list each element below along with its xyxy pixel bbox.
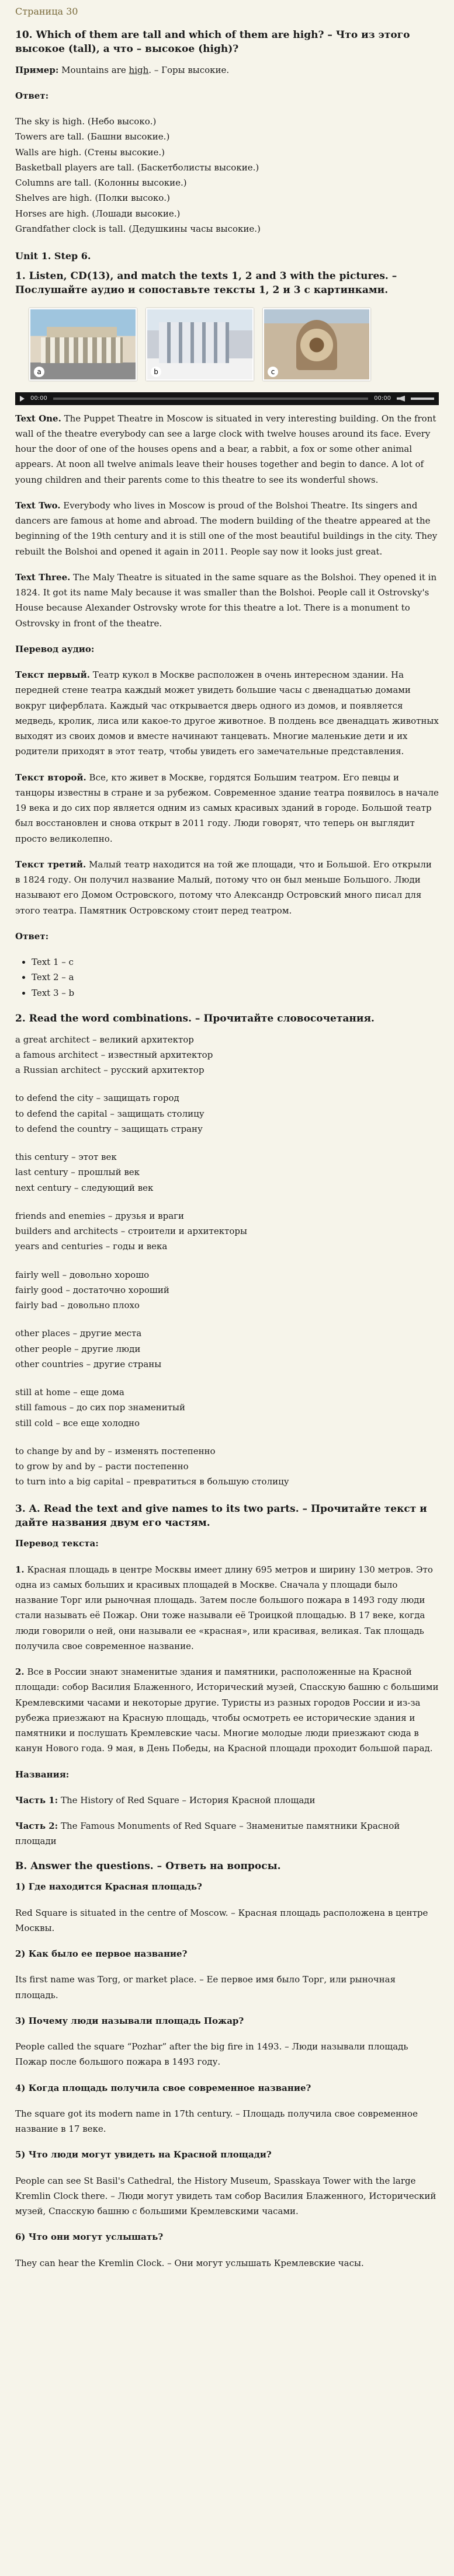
text-label: Текст третий.	[15, 859, 86, 870]
image-tag: a	[34, 367, 44, 377]
volume-icon[interactable]	[397, 396, 405, 402]
volume-slider[interactable]	[411, 398, 434, 400]
text-body: Театр кукол в Москве расположен в очень интересном здании. На передней стене театра каждый может увидеть большие часы с двенадцатью домами вокруг циферблата. Каждый час открывается дверь одного из домов, и появляется медведь, кролик, лиса или какое-то другое животное. В полдень все двенадцать животных выходят из своих домов и вместе начинают танцевать. Многие маленькие дети и их родители приходят в этот театр, чтобы увидеть его замечательные представления.	[15, 670, 439, 757]
answer: Its first name was Torg, or market place. – Ее первое имя было Торг, или рыночная площадь.	[15, 1974, 396, 2000]
answer: People can see St Basil's Cathedral, the History Museum, Spasskaya Tower with the large Kremlin Clock there. – Люди могут увидеть там собор Василия Блаженного, Исторический музей, Спасскую башню с большими Кремлевскими часами.	[15, 2175, 436, 2217]
part-number: 1.	[15, 1564, 25, 1575]
audio-time: 00:00	[30, 395, 47, 402]
translation-one	[15, 667, 439, 759]
text-label: Текст второй.	[15, 772, 86, 783]
text-label: Text Two.	[15, 500, 61, 511]
word-combination: still famous – до сих пор знаменитый	[15, 1402, 185, 1413]
question: 5) Что люди могут увидеть на Красной площади?	[15, 2149, 272, 2160]
answer-line: Shelves are high. (Полки высоко.)	[15, 193, 170, 204]
audio-player[interactable]	[15, 392, 439, 405]
example-label: Пример:	[15, 64, 59, 75]
text-one	[15, 411, 439, 487]
text-two	[15, 498, 439, 559]
ex3b-heading: B. Answer the questions. – Ответь на вопросы.	[15, 1860, 281, 1872]
word-group	[15, 1267, 439, 1313]
example-word: high	[129, 64, 149, 75]
word-combination: other people – другие люди	[15, 1343, 141, 1354]
image-tag: c	[268, 367, 278, 377]
question: 1) Где находится Красная площадь?	[15, 1881, 202, 1892]
ex10-answer-label: Ответ:	[15, 90, 49, 101]
pictures	[29, 308, 439, 381]
word-combination: other places – другие места	[15, 1328, 142, 1339]
answer: They can hear the Kremlin Clock. – Они могут услышать Кремлевские часы.	[15, 2257, 364, 2268]
answer-line: Towers are tall. (Башни высокие.)	[15, 131, 170, 142]
part-name-2	[15, 1818, 439, 1849]
question: 6) Что они могут услышать?	[15, 2232, 164, 2243]
ex3-heading: 3. A. Read the text and give names to its two parts. – Прочитайте текст и дайте названия двум его частям.	[15, 1503, 427, 1529]
text-label: Text One.	[15, 413, 61, 424]
translation-label: Перевод аудио:	[15, 643, 95, 654]
list-item: • Text 3 – b	[32, 985, 439, 1001]
word-group	[15, 1032, 439, 1078]
word-combination: a great architect – великий архитектор	[15, 1034, 194, 1045]
text-body: The Maly Theatre is situated in the same square as the Bolshoi. They opened it in 1824. It got its name Maly because it was smaller than the Bolshoi. People call it Ostrovsky's House because Alexander Ostrovsky wrote for this theatre a lot. There is a monument to Ostrovsky in front of the theatre.	[15, 571, 437, 629]
word-group	[15, 1090, 439, 1137]
list-item: • Text 2 – a	[32, 970, 439, 985]
word-group	[15, 1149, 439, 1195]
ex1-heading: 1. Listen, CD(13), and match the texts 1, 2 and 3 with the pictures. – Послушайте аудио и сопоставьте тексты 1, 2 и 3 с картинками.	[15, 270, 397, 296]
bolshoi-theatre-image	[29, 308, 137, 381]
part-number: 2.	[15, 1667, 25, 1678]
example-post: . – Горы высокие.	[148, 64, 230, 75]
word-combination: fairly bad – довольно плохо	[15, 1300, 140, 1311]
word-combination: to change by and by – изменять постепенно	[15, 1445, 216, 1456]
ex10-answers	[15, 114, 439, 236]
answer: The square got its modern name in 17th century. – Площадь получила свое современное название в 17 веке.	[15, 2108, 418, 2135]
text-body: Малый театр находится на той же площади, что и Большой. Его открыли в 1824 году. Он получил название Малый, потому что он был меньше Большого. Люди называют его Домом Островского, потому что Александр Островский много писал для этого театра. Памятник Островскому стоит перед театром.	[15, 859, 432, 916]
ex10-example	[15, 62, 439, 78]
answer: Red Square is situated in the centre of Moscow. – Красная площадь расположена в центре Москвы.	[15, 1907, 428, 1933]
word-group	[15, 1385, 439, 1431]
translation-two	[15, 770, 439, 846]
answer-line: Columns are tall. (Колонны высокие.)	[15, 177, 187, 189]
text-part-1	[15, 1562, 439, 1654]
word-combination: fairly good – достаточно хороший	[15, 1284, 169, 1295]
text-three	[15, 570, 439, 631]
question: 4) Когда площадь получила свое современное название?	[15, 2082, 311, 2093]
unit-heading: Unit 1. Step 6.	[15, 250, 91, 262]
word-combination: to defend the city – защищать город	[15, 1093, 179, 1104]
play-icon[interactable]	[20, 396, 25, 402]
text-label: Текст первый.	[15, 670, 91, 681]
part-name: The Famous Monuments of Red Square – Знаменитые памятники Красной площади	[15, 1821, 400, 1847]
ex10-heading: 10. Which of them are tall and which of them are high? – Что из этого высокое (tall), а что – высокое (high)?	[15, 29, 410, 55]
text-part-2	[15, 1664, 439, 1756]
image-tag: b	[151, 367, 161, 377]
word-combination: last century – прошлый век	[15, 1167, 140, 1178]
word-combination: other countries – другие страны	[15, 1358, 162, 1369]
word-combination: friends and enemies – друзья и враги	[15, 1210, 184, 1221]
translation-three	[15, 857, 439, 918]
ex1-answers	[15, 954, 439, 1001]
word-combination: to defend the country – защищать страну	[15, 1123, 203, 1134]
part-name: The History of Red Square – История Красной площади	[61, 1794, 316, 1805]
part-label: Часть 2:	[15, 1821, 58, 1832]
text-label: Text Three.	[15, 571, 71, 583]
word-combination: years and centuries – годы и века	[15, 1241, 168, 1252]
maly-theatre-image	[146, 308, 254, 381]
word-combination: still cold – все еще холодно	[15, 1417, 140, 1428]
names-label: Названия:	[15, 1769, 70, 1780]
example-pre: Mountains are	[61, 64, 129, 75]
word-group	[15, 1208, 439, 1254]
audio-duration: 00:00	[374, 395, 391, 402]
puppet-theatre-clock-image	[263, 308, 370, 381]
word-group	[15, 1444, 439, 1490]
word-combination: to defend the capital – защищать столицу	[15, 1108, 205, 1119]
part-body: Красная площадь в центре Москвы имеет длину 695 метров и ширину 130 метров. Это одна из самых больших и красивых площадей в Москве. Сначала у площади было название Торг или рыночная площадь. Затем после большого пожара в 1493 году люди стали называть её Пожар. Они тоже называли её Троицкой площадью. В 17 веке, когда люди говорили о ней, они называли ее «красная», или красивая, великая. Так площадь получила свое современное название.	[15, 1564, 433, 1651]
part-body: Все в России знают знаменитые здания и памятники, расположенные на Красной площади: собор Василия Блаженного, Исторический музей, Спасскую башню с большими Кремлевскими часами и некоторые другие. Туристы из разных городов России и из-за рубежа приезжают на Красную площадь, чтобы осмотреть ее исторические здания и памятники и послушать Кремлевские часы. Многие молодые люди приезжают сюда в канун Нового года. 9 мая, в День Победы, на Красной площади проходит большой парад.	[15, 1667, 439, 1754]
list-item: • Text 1 – c	[32, 954, 439, 970]
page-title: Страница 30	[15, 6, 78, 17]
ex2-heading: 2. Read the word combinations. – Прочитайте словосочетания.	[15, 1012, 375, 1024]
word-combination: fairly well – довольно хорошо	[15, 1269, 150, 1280]
word-combination: still at home – еще дома	[15, 1387, 124, 1398]
text-body: The Puppet Theatre in Moscow is situated in very interesting building. On the front wall of the theatre everybody can see a large clock with twelve houses around its face. Every hour the door of one of the houses opens and a bear, a rabbit, a fox or some other animal appears. At noon all twelve animals leave their houses together and begin to dance. A lot of young children and their parents come to this theatre to see its wonderful shows.	[15, 413, 436, 485]
answer-line: Basketball players are tall. (Баскетболисты высокие.)	[15, 162, 259, 173]
answer-line: Grandfather clock is tall. (Дедушкины часы высокие.)	[15, 223, 261, 234]
audio-progress-track[interactable]	[53, 398, 368, 400]
word-combination: a famous architect – известный архитектор	[15, 1049, 213, 1060]
part-label: Часть 1:	[15, 1794, 58, 1805]
part-name-1	[15, 1793, 439, 1808]
word-combination: to grow by and by – расти постепенно	[15, 1461, 189, 1472]
answer-line: The sky is high. (Небо высоко.)	[15, 116, 157, 127]
text-body: Everybody who lives in Moscow is proud of the Bolshoi Theatre. Its singers and dancers are famous at home and abroad. The modern building of the theatre appeared at the beginning of the 19th century and it is still one of the most beautiful buildings in the city. They rebuilt the Bolshoi and opened it again in 2011. People say now it looks just great.	[15, 500, 438, 557]
word-combination: builders and architects – строители и архитекторы	[15, 1226, 247, 1237]
word-group	[15, 1326, 439, 1372]
question: 3) Почему люди называли площадь Пожар?	[15, 2015, 244, 2026]
word-combination: a Russian architect – русский архитектор	[15, 1065, 205, 1076]
word-combination: this century – этот век	[15, 1152, 117, 1163]
word-combination: to turn into a big capital – превратиться в большую столицу	[15, 1476, 289, 1487]
answer: People called the square “Pozhar” after the big fire in 1493. – Люди называли площадь Пожар после большого пожара в 1493 году.	[15, 2041, 408, 2068]
question: 2) Как было ее первое название?	[15, 1948, 188, 1960]
word-combination: next century – следующий век	[15, 1182, 154, 1193]
answer-line: Horses are high. (Лошади высокие.)	[15, 208, 181, 219]
text-body: Все, кто живет в Москве, гордятся Большим театром. Его певцы и танцоры известны в стране и за рубежом. Современное здание театра появилось в начале 19 века и до сих пор является одним из самых красивых зданий в городе. Большой театр был восстановлен и снова открыт в 2011 году. Люди говорят, что теперь он выглядит просто великолепно.	[15, 772, 439, 844]
answer-line: Walls are high. (Стены высокие.)	[15, 147, 165, 158]
ex1-answer-label: Ответ:	[15, 930, 49, 942]
ex3-translation-label: Перевод текста:	[15, 1538, 99, 1549]
